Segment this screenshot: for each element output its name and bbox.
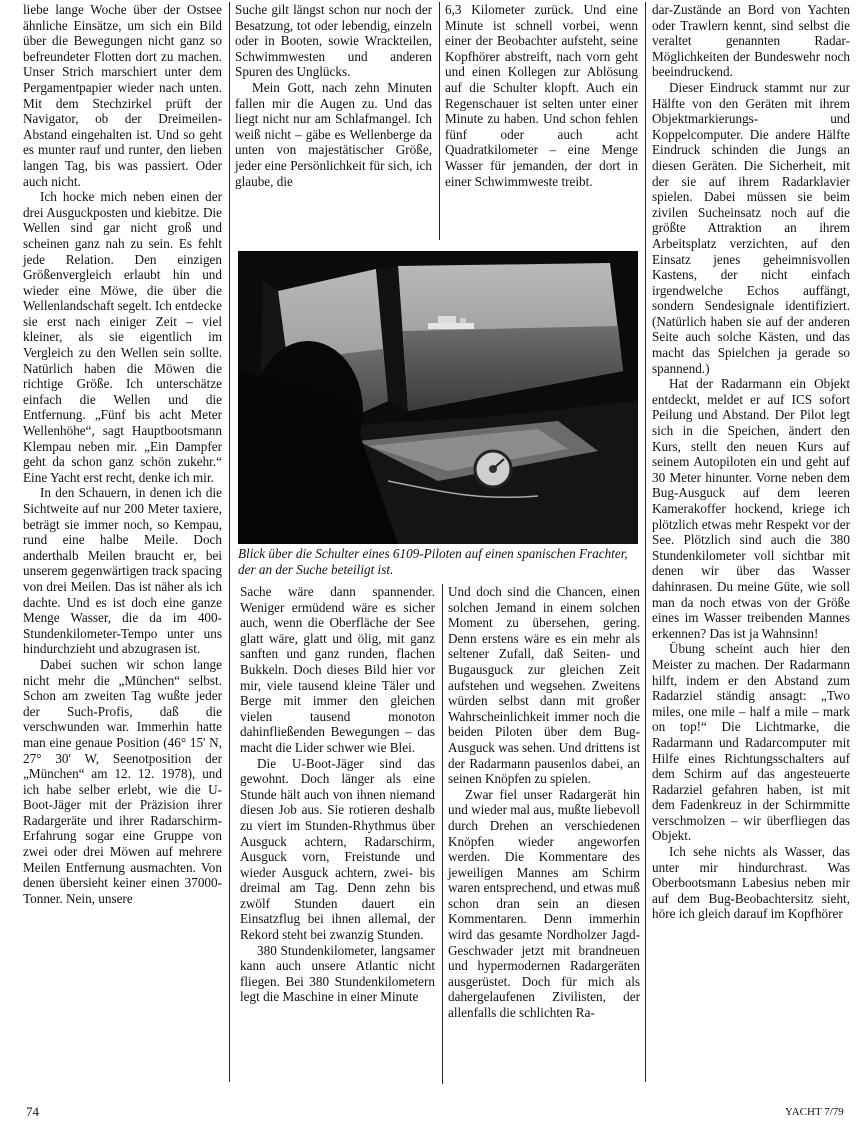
issue-label: YACHT 7/79	[785, 1106, 844, 1118]
column-3-top	[445, 2, 638, 189]
paragraph: Suche gilt längst schon nur noch der Besatzung, tot oder lebendig, einzeln oder in Booten, sowie Wrackteilen, Schwimmwesten und anderen Spuren des Unglücks.	[235, 2, 432, 80]
photo-caption: Blick über die Schulter eines 6109-Piloten auf einen spanischen Frachter, der an der Suche beteiligt ist.	[238, 546, 628, 577]
column-2-bottom	[240, 584, 435, 1005]
paragraph: Mein Gott, nach zehn Minuten fallen mir die Augen zu. Und das liegt nicht nur am Schlafmangel. Ich weiß nicht – gäbe es Wellenberge da unten von majestätischer Größe, jeder eine Persönlichkeit für sich, ich glaube, die	[235, 79, 432, 189]
column-2-top	[235, 2, 432, 189]
paragraph: In den Schauern, in denen ich die Sichtweite auf nur 200 Meter taxiere, beträgt sie immer noch, so Kempau, rund eine halbe Meile. Doch anderthalb Meilen braucht er, bei unserem gegenwärtigen track spacing von drei Meilen. Das ist näher als ich dachte. Und es ist doch eine ganze Menge Wasser, die da im 400-Stundenkilometer-Tempo unter uns hindurchzieht und abzugrasen ist.	[23, 485, 222, 657]
paragraph: Sache wäre dann spannender. Weniger ermüdend wäre es sicher auch, wenn die Oberfläche der See glatt wäre, glatt und ölig, mit ganz sanften und ganz runden, flachen Bukkeln. Doch dieses Bild hier vor mir, viele tausend kleine Täler und Berge mit immer den gleichen vielen tausend monoton dahinfließenden Bewegungen – das macht die Lider schwer wie Blei.	[240, 584, 435, 755]
page-number: 74	[26, 1104, 39, 1119]
cockpit-photo-illustration	[238, 251, 638, 544]
paragraph: Dabei suchen wir schon lange nicht mehr die „München“ selbst. Schon am zweiten Tag wußte jeder der Such-Profis, daß die verschwunden war. Immerhin hatte man eine genaue Position (46° 15' N, 27° 30' W, Seenotposition der „München“ am 12. 12. 1978), und ich habe selber erlebt, wie die U-Boot-Jäger mit der Präzision ihrer Radargeräte und ihrer Radarschirm-Erfahrung sogar eine Gruppe von zwei oder drei Möwen auf mehrere Meilen Entfernung ausmachten. Von denen übersieht keiner einen 37000-Tonner. Nein, unsere	[23, 656, 222, 906]
column-3-bottom	[448, 584, 640, 1021]
paragraph: liebe lange Woche über der Ostsee ähnliche Einsätze, um sich ein Bild über die Bewegungen nicht ganz so befreundeter Flotten dort zu machen. Unser Strich marschiert unter dem Pergamentpapier wieder nach unten. Mit dem Stechzirkel prüft der Navigator, ob der Dreimeilen-Abstand eingehalten ist. Und so geht es munter rauf und runter, den lieben langen Tag, bis was passiert. Oder auch nicht.	[23, 2, 222, 189]
column-1	[23, 2, 222, 906]
paragraph: dar-Zustände an Bord von Yachten oder Trawlern kennt, sind selbst die veraltet genannten Radar-Möglichkeiten der Bundeswehr noch beeindruckend.	[652, 2, 850, 80]
paragraph: Und doch sind die Chancen, einen solchen Jemand in einem solchen Moment zu übersehen, gering. Denn erstens wäre es ein mehr als seltener Zufall, daß Seiten- und Bugausguck zur gleichen Zeit aufstehen und wegsehen. Zweitens würden selbst dann mit großer Wahrscheinlichkeit immer noch die beiden Piloten über dem Bug-Ausguck was sehen. Und drittens ist der Radarmann pausenlos dabei, an seinen Knöpfen zu spielen.	[448, 584, 640, 787]
paragraph: Hat der Radarmann ein Objekt entdeckt, meldet er auf ICS sofort Peilung und Abstand. Der Pilot legt sich in die Speichen, ändert den Kurs, stellt den neuen Kurs auf seinem Autopiloten ein und geht auf 30 Meter hinunter. Vorne neben dem Bug-Ausguck auf dem leeren Kamerakoffer hockend, kriege ich plötzlich etwas mehr Respekt vor der See. Plötzlich sind auch die 380 Stundenkilometer voll sichtbar mit denen wir über das Wasser dahinrasen. Du meine Güte, wie soll man da noch etwas von der Größe eines im Wasser treibenden Mannes erkennen? Das ist ja Wahnsinn!	[652, 376, 850, 641]
paragraph: 6,3 Kilometer zurück. Und eine Minute ist schnell vorbei, wenn einer der Beobachter aufsteht, seine Kopfhörer abstreift, nach vorn geht und einen Kollegen zur Ablösung auf die Schulter klopft. Auch ein Regenschauer ist selten unter einer Minute zu haben. Und schon fehlen fünf oder auch acht Quadratkilometer – eine Menge Wasser für jemanden, der dort in einer Schwimmweste treibt.	[445, 2, 638, 189]
column-4	[652, 2, 850, 922]
paragraph: Zwar fiel unser Radargerät hin und wieder mal aus, mußte liebevoll durch Drehen an verschiedenen Knöpfen wieder angeworfen werden. Die Kommentare des jeweiligen Mannes am Schirm waren entsprechend, und etwas muß schon dran sein an diesen Kommentaren. Denn immerhin wird das gesamte Nordholzer Jagd-Geschwader jetzt mit brandneuen und hypermodernen Radargeräten ausgerüstet. Doch für mich als dahergelaufenen Zivilisten, der allenfalls die schlichten Ra-	[448, 786, 640, 1021]
column-rule	[442, 584, 443, 1084]
column-rule	[229, 2, 230, 1082]
paragraph: Übung scheint auch hier den Meister zu machen. Der Radarmann hilft, indem er den Abstand zum Radarziel ständig ansagt: „Two miles, one mile – half a mile – mark on top!“ Die Lichtmarke, die Radarmann und Radarcomputer mit Hilfe eines Richtungsschalters auf dem Schirm auf das angesteuerte Radarziel gefahren haben, ist mit dem Fadenkreuz in der Schirmmitte verschmolzen – wir überfliegen das Objekt.	[652, 641, 850, 844]
paragraph: Ich hocke mich neben einen der drei Ausguckposten und kiebitze. Die Wellen sind gar nicht groß und scheinen ganz nah zu sein. Es fehlt jede Relation. Den einzigen Größenvergleich erlaubt hin und wieder eine Möwe, die über die Wellenlandschaft segelt. Ich entdecke sie erst nach einiger Zeit – viel kleiner, als sie eigentlich im Vergleich zu den Wellen sein sollte. Natürlich haben die Möwen die richtige Größe. Ich unterschätze einfach die Wellen und die Entfernung. „Fünf bis acht Meter Wellenhöhe“, sagt Hauptbootsmann Klempau neben mir. „Ein Dampfer geht da schon ganz schön zukehr.“ Eine Yacht erst recht, denke ich mir.	[23, 189, 222, 485]
paragraph: Dieser Eindruck stammt nur zur Hälfte von den Geräten mit ihrem Objektmarkierungs- und Koppelcomputer. Die andere Hälfte Eindruck schinden die Jungs an diesen Geräten. Die Sicherheit, mit der sie auf ihrem Radarklavier spielen. Dabei müssen sie beim zivilen Sucheinsatz noch auf die größte Attraktion an ihrem Arbeitsplatz verzichten, auf den Einsatz jenes geheimnisvollen Kastens, der nicht einfach irgendwelche Echos auffängt, sondern Sendesignale identifiziert. (Natürlich haben sie auf der anderen Seite auch solche Kästen, und das macht das Spielchen ja gerade so spannend.)	[652, 79, 850, 376]
paragraph: 380 Stundenkilometer, langsamer kann auch unsere Atlantic nicht fliegen. Bei 380 Stundenkilometern legt die Maschine in einer Minute	[240, 942, 435, 1005]
paragraph: Die U-Boot-Jäger sind das gewohnt. Doch länger als eine Stunde hält auch von ihnen niemand diesen Job aus. Sie rotieren deshalb zu viert im Stunden-Rhythmus über Ausguck achtern, Radarschirm, Ausguck vorn, Freistunde und wieder Ausguck achtern, zwei- bis dreimal am Tag. Denn zehn bis zwölf Stunden dauert ein Einsatzflug bei ihnen allemal, der Rekord steht bei zwanzig Stunden.	[240, 755, 435, 943]
column-rule	[439, 2, 440, 240]
cockpit-photo	[238, 251, 638, 544]
column-rule	[645, 2, 646, 1082]
paragraph: Ich sehe nichts als Wasser, das unter mir hindurchrast. Was Oberbootsmann Labesius neben mir auf dem Bug-Beobachtersitz sieht, höre ich gleich darauf im Kopfhörer	[652, 844, 850, 922]
